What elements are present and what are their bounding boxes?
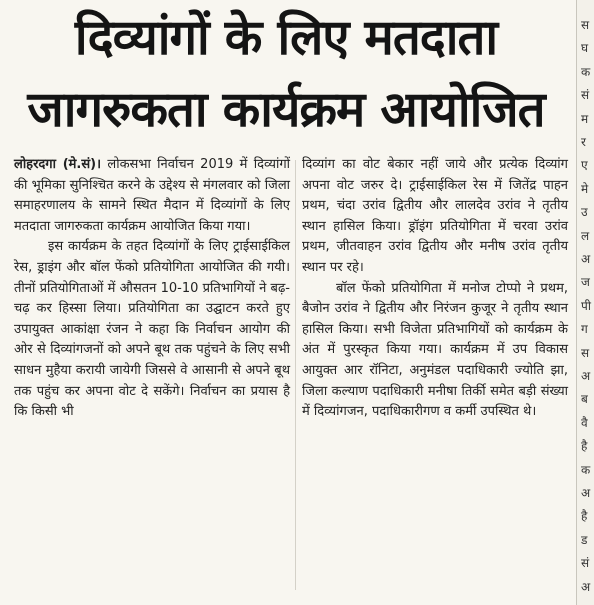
adjacent-text-fragment: अ [581,579,591,594]
adjacent-text-fragment: र [581,135,586,149]
column-divider [295,160,296,590]
adjacent-text-fragment: ड [581,532,588,547]
adjacent-text-fragment: है [581,509,588,524]
headline-line-1: दिव्यांगों के लिए मतदाता [74,9,498,66]
article-paragraph [14,155,290,237]
paragraph-text: लोकसभा निर्वाचन 2019 में दिव्यांगों की भूमिका सुनिश्चित करने के उद्देश्य से मंगलवार को जिला समाहरणालय के सामने स्थित मैदान में दिव्यांगों के लिए मतदाता जागरुकता कार्यक्रम आयोजित किया गया। [14,157,291,234]
adjacent-text-fragment: ब [581,392,588,407]
adjacent-text-fragment: ज [581,275,590,290]
article-column-left [14,155,290,423]
adjacent-text-fragment: क [581,462,591,477]
article-paragraph: इस कार्यक्रम के तहत दिव्यांगों के लिए ट्राईसाईकिल रेस, ड्राइंग और बॉल फेंको प्रतियोगिता आयोजित की गयी। तीनों प्रतियोगिताओं में औसतन 10-10 प्रतिभागियों ने बढ़-चढ़ कर हिस्सा लिया। प्रतियोगिता का उद्घाटन करते हुए उपायुक्त आकांक्षा रंजन ने कहा कि निर्वाचन आयोग की ओर से दिव्यांगजनों को अपने बूथ तक पहुंचने के लिए सभी साधन मुहैया करायी जायेगी जिससे वे आसानी से अपने बूथ तक पहुंच कर अपना वोट दे सकेंगे। निर्वाचन का प्रयास है कि किसी भी [14,239,290,420]
adjacent-text-fragment: क [581,64,591,79]
adjacent-text-fragment: सं [581,556,590,571]
article-paragraph: दिव्यांग का वोट बेकार नहीं जाये और प्रत्येक दिव्यांग अपना वोट जरुर दे। ट्राईसाईकिल रेस में जितेंद्र पाहन प्रथम, चंदा उरांव द्वितीय और लालदेव उरांव ने तृतीय स्थान हासिल किया। ड्रॉइंग प्रतियोगिता में चरवा उरांव प्रथम, जीतवाहन उरांव द्वितीय और मनीष उरांव तृतीय स्थान पर रहे। [302,157,568,275]
adjacent-text-fragment: सं [581,88,590,103]
article-column-right [302,155,568,423]
adjacent-article-edge [576,0,594,605]
adjacent-text-fragment: घ [581,41,589,56]
adjacent-text-fragment: ग [581,322,588,337]
adjacent-text-fragment: है [581,439,588,454]
adjacent-text-fragment: ल [581,228,590,243]
adjacent-text-fragment: अ [581,252,591,266]
adjacent-text-fragment: अ [581,369,591,383]
adjacent-text-fragment: पी [581,298,591,313]
adjacent-text-fragment: ए [581,158,588,173]
adjacent-text-fragment: मे [581,181,589,196]
adjacent-text-fragment: स [581,345,590,360]
article-paragraph: बॉल फेंको प्रतियोगिता में मनोज टोप्पो ने प्रथम, बैजोन उरांव ने द्वितीय और निरंजन कुजूर ने तृतीय स्थान हासिल किया। सभी विजेता प्रतिभागियों को कार्यक्रम के अंत में पुरस्कृत किया गया। कार्यक्रम में उप विकास आयुक्त आर रॉनिटा, अनुमंडल पदाधिकारी ज्योति झा, जिला कल्याण पदाधिकारी मनीषा तिर्की समेत बड़ी संख्या में दिव्यांगजन, पदाधिकारीगण व कर्मी उपस्थित थे। [302,280,568,420]
headline-line-2: जागरुकता कार्यक्रम आयोजित [27,81,545,138]
adjacent-text-fragment: अ [581,486,591,500]
adjacent-text-fragment: उ [581,205,588,220]
dateline: लोहरदगा (मे.सं)। [14,157,102,172]
adjacent-text-fragment: वै [581,415,588,430]
adjacent-text-fragment: स [581,18,590,32]
adjacent-text-fragment: म [581,111,589,126]
